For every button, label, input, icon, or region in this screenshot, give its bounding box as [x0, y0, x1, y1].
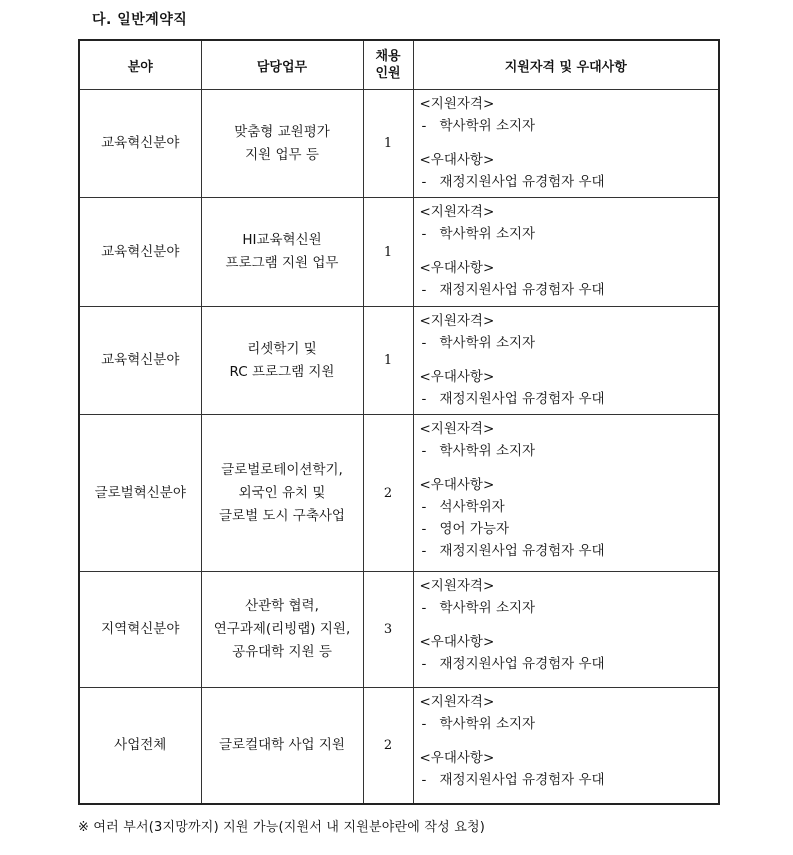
qualification-text: 학사학위 소지자 [439, 600, 536, 616]
duty-line: 글로벌로테이션학기, [221, 461, 343, 478]
preference-block [420, 747, 719, 791]
preference-heading: <우대사항> [419, 260, 495, 276]
preference-text: 재정지원사업 유경험자 우대 [439, 282, 605, 298]
qualification-item [420, 440, 719, 462]
duty-line: 지원 업무 등 [245, 146, 319, 163]
bullet-dash: - [421, 521, 427, 537]
cell-qualifications [413, 572, 719, 688]
qualification-block [420, 691, 719, 735]
qualification-item [420, 332, 719, 354]
qualification-heading: <지원자격> [419, 578, 495, 594]
cell-qualifications [413, 415, 719, 572]
cell-field: 교육혁신분야 [79, 198, 201, 307]
bullet-dash: - [421, 772, 427, 788]
preference-heading: <우대사항> [419, 750, 495, 766]
table-row [79, 572, 719, 688]
preference-block [420, 257, 719, 301]
preference-item [420, 496, 719, 518]
qualification-item [420, 713, 719, 735]
header-count-line2: 인원 [375, 66, 401, 81]
preference-text: 재정지원사업 유경험자 우대 [439, 543, 605, 559]
preference-block [420, 474, 719, 562]
cell-field: 글로벌혁신분야 [79, 415, 201, 572]
preference-heading: <우대사항> [419, 152, 495, 168]
cell-field: 사업전체 [79, 688, 201, 804]
qualification-heading: <지원자격> [419, 313, 495, 329]
cell-duty [201, 572, 363, 688]
cell-duty [201, 198, 363, 307]
preference-block [420, 149, 719, 193]
cell-count: 1 [363, 90, 413, 198]
header-field: 분야 [79, 40, 201, 90]
bullet-dash: - [421, 600, 427, 616]
qualification-block [420, 575, 719, 619]
preference-item [420, 653, 719, 675]
cell-field: 교육혁신분야 [79, 90, 201, 198]
bullet-dash: - [421, 282, 427, 298]
recruitment-table [78, 39, 720, 805]
preference-text: 재정지원사업 유경험자 우대 [439, 772, 605, 788]
preference-text: 영어 가능자 [439, 521, 509, 537]
bullet-dash: - [421, 174, 427, 190]
cell-duty [201, 415, 363, 572]
cell-count: 2 [363, 688, 413, 804]
preference-text: 석사학위자 [439, 499, 505, 515]
preference-item [420, 518, 719, 540]
cell-field: 지역혁신분야 [79, 572, 201, 688]
bullet-dash: - [421, 226, 427, 242]
cell-count: 2 [363, 415, 413, 572]
cell-qualifications [413, 688, 719, 804]
cell-count: 1 [363, 198, 413, 307]
cell-duty [201, 90, 363, 198]
footnote: ※ 여러 부서(3지망까지) 지원 가능(지원서 내 지원분야란에 작성 요청) [78, 820, 486, 835]
qualification-block [420, 201, 719, 245]
header-count-line1: 채용 [375, 49, 401, 64]
duty-line: 글로컬대학 사업 지원 [219, 736, 345, 753]
qualification-item [420, 597, 719, 619]
cell-qualifications [413, 198, 719, 307]
bullet-dash: - [421, 391, 427, 407]
bullet-dash: - [421, 335, 427, 351]
bullet-dash: - [421, 543, 427, 559]
duty-line: 연구과제(리빙랩) 지원, [213, 621, 351, 637]
preference-heading: <우대사항> [419, 477, 495, 493]
bullet-dash: - [421, 716, 427, 732]
cell-count: 3 [363, 572, 413, 688]
duty-line: 산관학 협력, [245, 598, 319, 614]
preference-text: 재정지원사업 유경험자 우대 [439, 174, 605, 190]
preference-heading: <우대사항> [419, 634, 495, 650]
qualification-heading: <지원자격> [419, 204, 495, 220]
preference-heading: <우대사항> [419, 369, 495, 385]
header-duty: 담당업무 [201, 40, 363, 90]
preference-item [420, 171, 719, 193]
duty-line: 프로그램 지원 업무 [225, 255, 339, 271]
qualification-block [420, 93, 719, 137]
header-count [363, 40, 413, 90]
qualification-heading: <지원자격> [419, 96, 495, 112]
duty-line: 맞춤형 교원평가 [234, 123, 330, 140]
qualification-block [420, 418, 719, 462]
qualification-item [420, 223, 719, 245]
qualification-heading: <지원자격> [419, 421, 495, 437]
cell-qualifications [413, 90, 719, 198]
duty-line: 공유대학 지원 등 [232, 644, 332, 660]
preference-item [420, 769, 719, 791]
preference-text: 재정지원사업 유경험자 우대 [439, 391, 605, 407]
preference-item [420, 540, 719, 562]
table-row [79, 198, 719, 307]
bullet-dash: - [421, 443, 427, 459]
qualification-text: 학사학위 소지자 [439, 716, 536, 732]
preference-text: 재정지원사업 유경험자 우대 [439, 656, 605, 672]
preference-item [420, 388, 719, 410]
duty-line: 리셋학기 및 [247, 340, 317, 357]
cell-count: 1 [363, 307, 413, 415]
qualification-heading: <지원자격> [419, 694, 495, 710]
duty-line: 외국인 유치 및 [238, 484, 326, 501]
qualification-text: 학사학위 소지자 [439, 118, 536, 134]
table-row [79, 415, 719, 572]
qualification-text: 학사학위 소지자 [439, 335, 536, 351]
preference-item [420, 279, 719, 301]
table-row [79, 688, 719, 804]
cell-qualifications [413, 307, 719, 415]
duty-line: RC 프로그램 지원 [229, 363, 335, 380]
qualification-text: 학사학위 소지자 [439, 443, 536, 459]
qualification-text: 학사학위 소지자 [439, 226, 536, 242]
duty-line: HI교육혁신원 [242, 232, 322, 248]
bullet-dash: - [421, 118, 427, 134]
cell-field: 교육혁신분야 [79, 307, 201, 415]
bullet-dash: - [421, 499, 427, 515]
cell-duty [201, 688, 363, 804]
qualification-block [420, 310, 719, 354]
table-row [79, 90, 719, 198]
cell-duty [201, 307, 363, 415]
qualification-item [420, 115, 719, 137]
table-header-row [79, 40, 719, 90]
section-title: 다. 일반계약직 [92, 12, 188, 28]
table-body [79, 90, 719, 804]
preference-block [420, 631, 719, 675]
table-row [79, 307, 719, 415]
preference-block [420, 366, 719, 410]
duty-line: 글로벌 도시 구축사업 [219, 507, 345, 524]
bullet-dash: - [421, 656, 427, 672]
header-qualifications: 지원자격 및 우대사항 [413, 40, 719, 90]
